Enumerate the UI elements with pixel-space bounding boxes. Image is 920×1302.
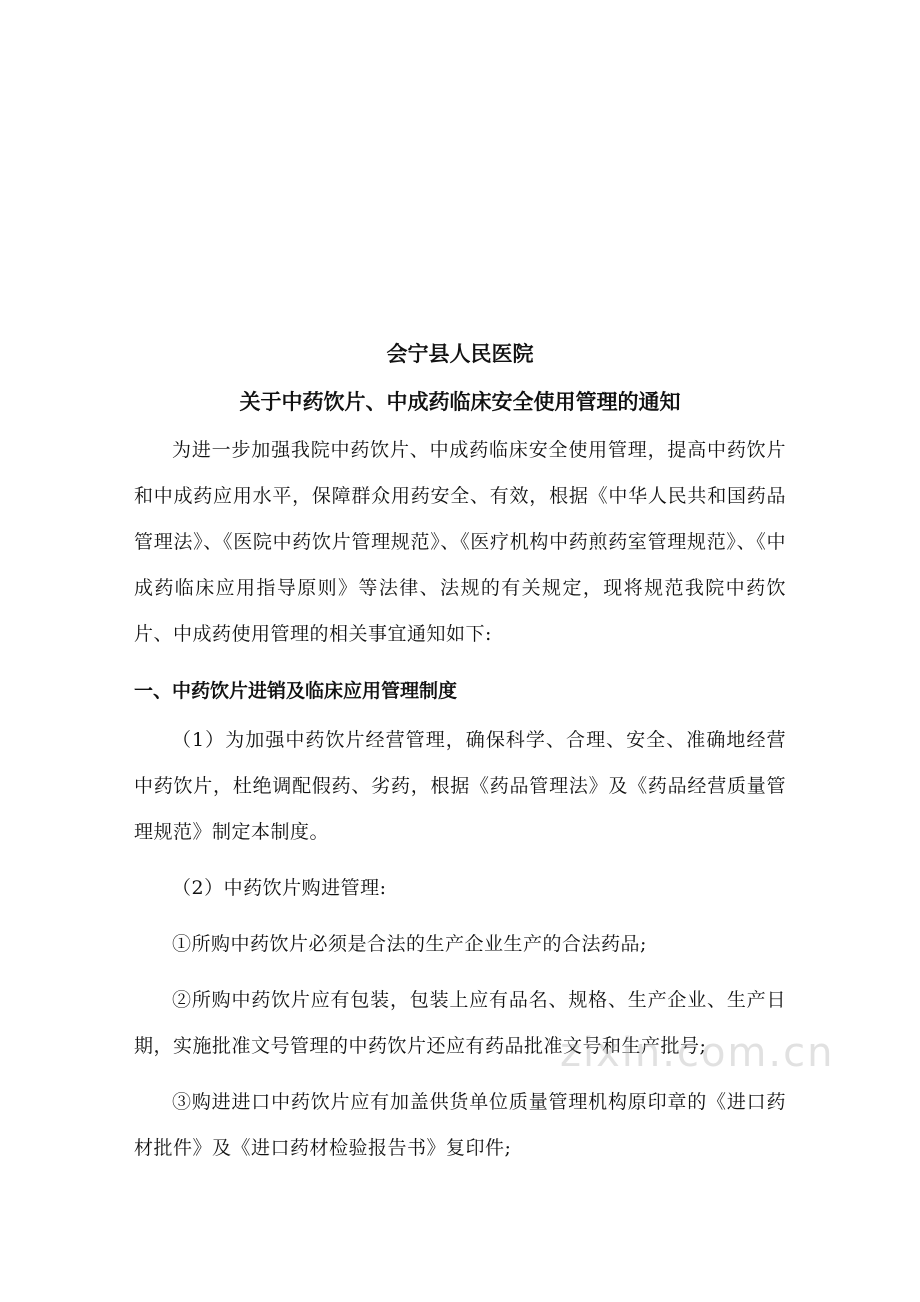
section1-item2: （2）中药饮片购进管理: (172, 877, 387, 899)
section1-sub3: ③购进进口中药饮片应有加盖供货单位质量管理机构原印章的《进口药材批件》及《进口药材检验报告书》复印件; (134, 1091, 786, 1159)
paragraph-gap (134, 967, 786, 977)
intro-paragraph: 为进一步加强我院中药饮片、中成药临床安全使用管理，提高中药饮片和中成药应用水平，保障群众用药安全、有效，根据《中华人民共和国药品管理法》、《医院中药饮片管理规范》、《医疗机构中药煎药室管理规范》、《中成药临床应用指导原则》等法律、法规的有关规定，现将规范我院中药饮片、中成药使用管理的相关事宜通知如下: (134, 439, 786, 645)
paragraph-gap (134, 911, 786, 921)
paragraph-gap (134, 855, 786, 865)
intro-section (134, 427, 786, 657)
section1-sub2: ②所购中药饮片应有包装，包装上应有品名、规格、生产企业、生产日期，实施批准文号管理的中药饮片还应有药品批准文号和生产批号; (134, 989, 786, 1057)
section1-heading: 一、中药饮片进销及临床应用管理制度 (134, 680, 458, 702)
section1-item1: （1）为加强中药饮片经营管理，确保科学、合理、安全、准确地经营中药饮片，杜绝调配假药、劣药，根据《药品管理法》及《药品经营质量管理规范》制定本制度。 (134, 729, 786, 843)
org-title: 会宁县人民医院 (386, 341, 534, 366)
notice-title: 关于中药饮片、中成药临床安全使用管理的通知 (239, 389, 681, 414)
watermark: zixin.com.cn (560, 1030, 835, 1076)
section1-sub1: ①所购中药饮片必须是合法的生产企业生产的合法药品; (172, 933, 647, 955)
section1-body (134, 717, 786, 1171)
paragraph-gap (134, 1069, 786, 1079)
